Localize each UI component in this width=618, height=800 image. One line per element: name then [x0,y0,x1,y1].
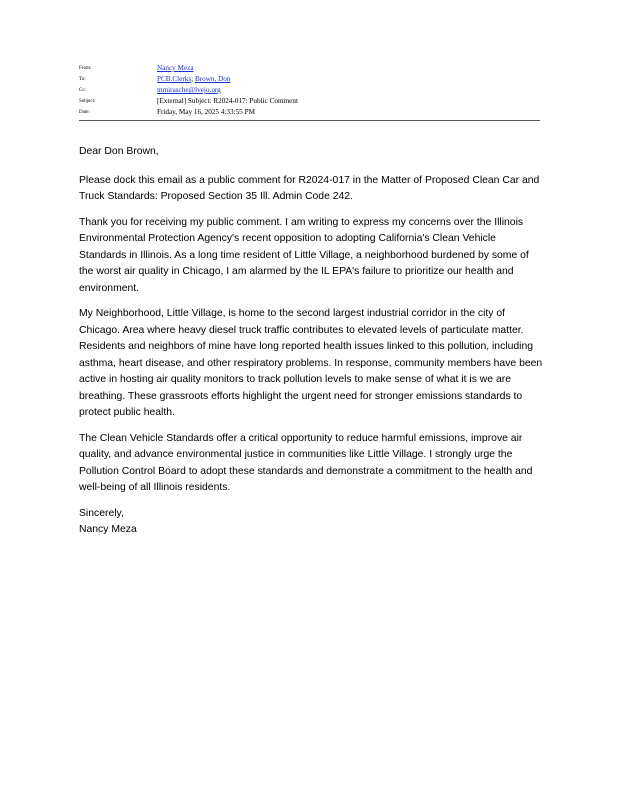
subject-label: Subject: [79,99,96,104]
cc-link[interactable]: mmirasche@lvejo.org [157,86,221,94]
cc-row [79,85,540,96]
date-value: Friday, May 16, 2025 4:33:55 PM [157,108,255,116]
from-row [79,63,540,74]
header-divider [79,120,540,121]
closing: Sincerely, [79,507,124,519]
greeting: Dear Don Brown, [79,146,159,157]
signature-block [79,506,545,539]
letter-body [79,144,545,539]
paragraph-2: Thank you for receiving my public comment. I am writing to express my concerns over the Illinois Environmental Protection Agency's recent opposition to adopting California's Clean Vehicle Standards in Illinois. As a long time resident of Little Village, a neighborhood burdened by some of the worst air quality in Chicago, I am alarmed by the IL EPA's failure to prioritize our health and environment. [79,216,529,294]
date-label: Date: [79,110,90,115]
to-label: To: [79,77,86,82]
paragraph-4: The Clean Vehicle Standards offer a critical opportunity to reduce harmful emissions, improve air quality, and advance environmental justice in communities like Little Village. I strongly urge the Pollution Control Board to adopt these standards and demonstrate a commitment to the health and well-being of all Illinois residents. [79,432,533,493]
subject-row [79,96,540,107]
date-row [79,107,540,118]
email-header [79,63,540,118]
to-separator: ; [191,75,195,83]
paragraph-1: Please dock this email as a public comment for R2024-017 in the Matter of Proposed Clean Car and Truck Standards: Proposed Section 35 Ill. Admin Code 242. [79,174,540,202]
to-row [79,74,540,85]
subject-value: [External] Subject: R2024-017: Public Comment [157,97,298,105]
cc-label: Cc: [79,88,86,93]
from-label: From: [79,66,92,71]
to-link-pcb-clerks[interactable]: PCB.Clerks [157,75,192,83]
to-link-brown-don[interactable]: Brown, Don [194,75,231,83]
paragraph-3: My Neighborhood, Little Village, is home to the second largest industrial corridor in the city of Chicago. Area where heavy diesel truck traffic contributes to elevated levels of particulate matter. Residents and neighbors of mine have long reported health issues linked to this pollution, including asthma, heart disease, and other respiratory problems. In response, community members have been active in hosting air quality monitors to track pollution levels to make sense of what it is we are breathing. These grassroots efforts highlight the urgent need for stronger emissions standards to protect public health. [79,308,543,418]
from-link[interactable]: Nancy Meza [157,64,194,72]
signature: Nancy Meza [79,524,137,535]
